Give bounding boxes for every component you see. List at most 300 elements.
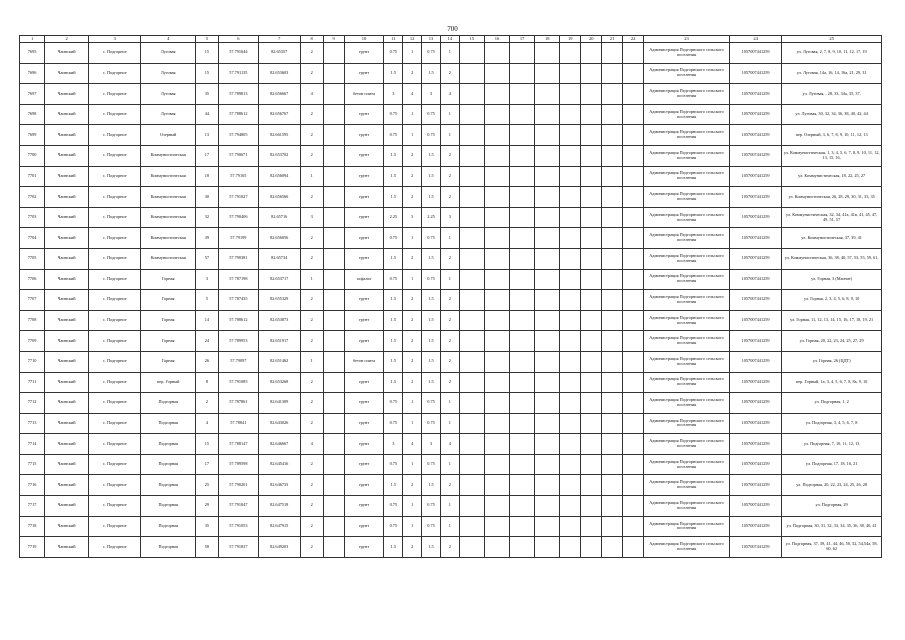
empty-cell	[623, 84, 644, 105]
area-cell: 3	[384, 84, 403, 105]
row-number: 7713	[20, 413, 45, 434]
empty-cell	[623, 413, 644, 434]
empty-cell	[581, 413, 602, 434]
district-cell: Чаинский	[45, 269, 89, 290]
area-cell: 1.5	[384, 372, 403, 393]
count-cell: 4	[300, 434, 323, 455]
longitude-cell: 82.647915	[258, 516, 300, 537]
empty-cell	[510, 290, 535, 311]
village-cell: с. Подгорное	[89, 434, 141, 455]
longitude-cell: 82.653603	[258, 63, 300, 84]
empty-cell	[535, 393, 560, 414]
row-number: 7715	[20, 454, 45, 475]
empty-cell	[484, 331, 509, 352]
district-cell: Чаинский	[45, 207, 89, 228]
capacity-cell: 2	[403, 351, 422, 372]
capacity-cell: 3	[403, 207, 422, 228]
empty-cell	[623, 290, 644, 311]
empty-cell	[510, 413, 535, 434]
empty-cell	[484, 166, 509, 187]
capacity-cell: 4	[403, 84, 422, 105]
empty-cell	[323, 454, 344, 475]
capacity-cell: 1	[403, 104, 422, 125]
area-cell: 0.75	[422, 125, 441, 146]
latitude-cell: 57.791135	[218, 63, 258, 84]
empty-cell	[459, 516, 484, 537]
area-cell: 1.5	[384, 331, 403, 352]
village-cell: с. Подгорное	[89, 290, 141, 311]
street-cell: Горная	[141, 310, 195, 331]
area-cell: 1.5	[384, 537, 403, 558]
empty-cell	[623, 434, 644, 455]
area-cell: 1.5	[384, 248, 403, 269]
empty-cell	[323, 84, 344, 105]
house-cell: 18	[195, 166, 218, 187]
empty-cell	[459, 413, 484, 434]
empty-cell	[459, 228, 484, 249]
empty-cell	[459, 84, 484, 105]
empty-cell	[602, 63, 623, 84]
surface-cell: грунт	[344, 248, 384, 269]
empty-cell	[459, 310, 484, 331]
longitude-cell: 82.643026	[258, 413, 300, 434]
owner-cell: Администрация Подгорнского сельского поселения	[644, 248, 730, 269]
village-cell: с. Подгорное	[89, 372, 141, 393]
house-cell: 5	[195, 290, 218, 311]
owner-cell: Администрация Подгорнского сельского поселения	[644, 290, 730, 311]
street-cell: Горная	[141, 290, 195, 311]
address-cell: пер. Горный, 1а, 3, 4, 5, 6, 7, 8, 8а, 9, 10	[782, 372, 882, 393]
empty-cell	[323, 228, 344, 249]
empty-cell	[535, 187, 560, 208]
district-cell: Чаинский	[45, 475, 89, 496]
latitude-cell: 57.787435	[218, 290, 258, 311]
empty-cell	[623, 228, 644, 249]
longitude-cell: 82.653702	[258, 145, 300, 166]
area-cell: 2.25	[384, 207, 403, 228]
ogrn-cell: 1057007441259	[729, 43, 781, 64]
empty-cell	[623, 145, 644, 166]
area-cell: 0.75	[384, 413, 403, 434]
house-cell: 35	[195, 84, 218, 105]
longitude-cell: 82.653717	[258, 269, 300, 290]
empty-cell	[323, 104, 344, 125]
empty-cell	[560, 393, 581, 414]
street-cell: Подгорная	[141, 475, 195, 496]
capacity-cell: 2	[440, 187, 459, 208]
table-row	[20, 166, 882, 187]
empty-cell	[602, 228, 623, 249]
row-number: 7719	[20, 537, 45, 558]
street-cell: Луговая	[141, 104, 195, 125]
empty-cell	[623, 63, 644, 84]
longitude-cell: 82.656667	[258, 84, 300, 105]
capacity-cell: 4	[403, 434, 422, 455]
owner-cell: Администрация Подгорнского сельского поселения	[644, 145, 730, 166]
empty-cell	[602, 84, 623, 105]
table-row	[20, 269, 882, 290]
empty-cell	[484, 207, 509, 228]
street-cell: Подгорная	[141, 413, 195, 434]
village-cell: с. Подгорное	[89, 269, 141, 290]
ogrn-cell: 1057007441259	[729, 454, 781, 475]
house-cell: 17	[195, 145, 218, 166]
header-cell: 15	[459, 36, 484, 43]
empty-cell	[459, 104, 484, 125]
ogrn-cell: 1057007441259	[729, 269, 781, 290]
empty-cell	[510, 145, 535, 166]
longitude-cell: 82.649203	[258, 537, 300, 558]
latitude-cell: 57.791027	[218, 187, 258, 208]
latitude-cell: 57.789953	[218, 331, 258, 352]
ogrn-cell: 1057007441259	[729, 310, 781, 331]
table-row	[20, 454, 882, 475]
empty-cell	[560, 434, 581, 455]
count-cell: 1	[300, 351, 323, 372]
street-cell: Горная	[141, 269, 195, 290]
empty-cell	[484, 228, 509, 249]
empty-cell	[581, 63, 602, 84]
latitude-cell: 57.791085	[218, 372, 258, 393]
register-body	[20, 36, 882, 558]
table-row	[20, 516, 882, 537]
surface-cell: грунт	[344, 63, 384, 84]
table-row	[20, 207, 882, 228]
area-cell: 0.75	[384, 104, 403, 125]
ogrn-cell: 1057007441259	[729, 187, 781, 208]
latitude-cell: 57.794805	[218, 125, 258, 146]
ogrn-cell: 1057007441259	[729, 125, 781, 146]
row-number: 7705	[20, 248, 45, 269]
header-cell: 5	[195, 36, 218, 43]
owner-cell: Администрация Подгорнского сельского поселения	[644, 454, 730, 475]
empty-cell	[510, 475, 535, 496]
empty-cell	[581, 104, 602, 125]
ogrn-cell: 1057007441259	[729, 496, 781, 517]
empty-cell	[510, 393, 535, 414]
empty-cell	[535, 63, 560, 84]
street-cell: Подгорная	[141, 434, 195, 455]
empty-cell	[581, 228, 602, 249]
row-number: 7700	[20, 145, 45, 166]
owner-cell: Администрация Подгорнского сельского поселения	[644, 104, 730, 125]
house-cell: 3	[195, 269, 218, 290]
ogrn-cell: 1057007441259	[729, 104, 781, 125]
empty-cell	[323, 310, 344, 331]
capacity-cell: 2	[403, 331, 422, 352]
empty-cell	[560, 331, 581, 352]
table-row	[20, 475, 882, 496]
surface-cell: грунт	[344, 454, 384, 475]
page-number: 700	[447, 25, 458, 33]
address-cell: ул. Горная, 20, 22, 23, 24, 25, 27, 29	[782, 331, 882, 352]
surface-cell: грунт	[344, 331, 384, 352]
empty-cell	[560, 537, 581, 558]
empty-cell	[484, 454, 509, 475]
empty-cell	[459, 43, 484, 64]
empty-cell	[510, 372, 535, 393]
count-cell: 2	[300, 475, 323, 496]
row-number: 7695	[20, 43, 45, 64]
area-cell: 1.5	[422, 63, 441, 84]
row-number: 7718	[20, 516, 45, 537]
empty-cell	[581, 43, 602, 64]
empty-cell	[510, 84, 535, 105]
longitude-cell: 82.65357	[258, 43, 300, 64]
capacity-cell: 2	[403, 310, 422, 331]
empty-cell	[602, 43, 623, 64]
empty-cell	[560, 84, 581, 105]
count-cell: 2	[300, 228, 323, 249]
address-cell: ул. Коммунистическая, 1, 3, 4, 5, 6, 7, 8, 9, 10, 11, 12, 13, 15, 16,	[782, 145, 882, 166]
house-cell: 8	[195, 372, 218, 393]
village-cell: с. Подгорное	[89, 187, 141, 208]
empty-cell	[459, 351, 484, 372]
count-cell: 2	[300, 331, 323, 352]
street-cell: Подгорная	[141, 516, 195, 537]
empty-cell	[535, 310, 560, 331]
table-row	[20, 372, 882, 393]
empty-cell	[581, 393, 602, 414]
empty-cell	[602, 207, 623, 228]
district-cell: Чаинский	[45, 434, 89, 455]
area-cell: 0.75	[384, 454, 403, 475]
house-cell: 58	[195, 537, 218, 558]
village-cell: с. Подгорное	[89, 248, 141, 269]
street-cell: Коммунистическая	[141, 228, 195, 249]
ogrn-cell: 1057007441259	[729, 351, 781, 372]
address-cell: ул. Луговая, 30, 32, 34, 36, 38, 40, 42, 44	[782, 104, 882, 125]
house-cell: 4	[195, 413, 218, 434]
empty-cell	[623, 310, 644, 331]
empty-cell	[510, 104, 535, 125]
address-cell: ул. Подгорная, 7, 10, 11, 12, 13	[782, 434, 882, 455]
empty-cell	[623, 166, 644, 187]
capacity-cell: 1	[403, 269, 422, 290]
table-row	[20, 145, 882, 166]
empty-cell	[459, 207, 484, 228]
ogrn-cell: 1057007441259	[729, 331, 781, 352]
area-cell: 3	[422, 434, 441, 455]
district-cell: Чаинский	[45, 63, 89, 84]
area-cell: 1.5	[422, 537, 441, 558]
area-cell: 0.75	[422, 269, 441, 290]
longitude-cell: 82.656056	[258, 228, 300, 249]
address-cell: ул. Горная, 3 (Магнит)	[782, 269, 882, 290]
surface-cell: грунт	[344, 372, 384, 393]
empty-cell	[459, 269, 484, 290]
surface-cell: грунт	[344, 290, 384, 311]
surface-cell: грунт	[344, 496, 384, 517]
address-cell: ул. Коммунистическая, 37, 39, 41	[782, 228, 882, 249]
longitude-cell: 82.646667	[258, 434, 300, 455]
empty-cell	[560, 145, 581, 166]
longitude-cell: 82.651917	[258, 331, 300, 352]
empty-cell	[484, 310, 509, 331]
empty-cell	[535, 413, 560, 434]
empty-cell	[323, 166, 344, 187]
owner-cell: Администрация Подгорнского сельского поселения	[644, 125, 730, 146]
district-cell: Чаинский	[45, 537, 89, 558]
address-cell: ул. Подгорная, 29	[782, 496, 882, 517]
village-cell: с. Подгорное	[89, 166, 141, 187]
street-cell: Подгорная	[141, 537, 195, 558]
empty-cell	[560, 187, 581, 208]
count-cell: 4	[300, 84, 323, 105]
house-cell: 17	[195, 454, 218, 475]
ogrn-cell: 1057007441259	[729, 63, 781, 84]
village-cell: с. Подгорное	[89, 454, 141, 475]
empty-cell	[602, 372, 623, 393]
surface-cell: асфальт	[344, 269, 384, 290]
empty-cell	[459, 125, 484, 146]
header-cell: 17	[510, 36, 535, 43]
empty-cell	[510, 248, 535, 269]
row-number: 7708	[20, 310, 45, 331]
house-cell: 29	[195, 496, 218, 517]
area-cell: 1.5	[422, 475, 441, 496]
address-cell: ул. Коммунистическая, 32, 34, 41а, 41в, 41, 45, 47, 49, 51, 57	[782, 207, 882, 228]
empty-cell	[323, 248, 344, 269]
empty-cell	[535, 43, 560, 64]
latitude-cell: 57.791837	[218, 537, 258, 558]
count-cell: 2	[300, 104, 323, 125]
empty-cell	[581, 290, 602, 311]
capacity-cell: 1	[403, 516, 422, 537]
village-cell: с. Подгорное	[89, 475, 141, 496]
empty-cell	[484, 290, 509, 311]
row-number: 7702	[20, 187, 45, 208]
empty-cell	[510, 125, 535, 146]
district-cell: Чаинский	[45, 351, 89, 372]
capacity-cell: 1	[440, 125, 459, 146]
empty-cell	[459, 166, 484, 187]
street-cell: Коммунистическая	[141, 166, 195, 187]
capacity-cell: 2	[440, 310, 459, 331]
owner-cell: Администрация Подгорнского сельского поселения	[644, 475, 730, 496]
area-cell: 1.5	[422, 372, 441, 393]
street-cell: пер. Горный	[141, 372, 195, 393]
house-cell: 30	[195, 187, 218, 208]
ogrn-cell: 1057007441259	[729, 393, 781, 414]
capacity-cell: 2	[403, 372, 422, 393]
area-cell: 0.75	[384, 125, 403, 146]
address-cell: ул. Коммунистическая, 36, 38, 40, 57, 53, 55, 59, 61,	[782, 248, 882, 269]
surface-cell: грунт	[344, 475, 384, 496]
area-cell: 1.5	[384, 166, 403, 187]
empty-cell	[510, 187, 535, 208]
empty-cell	[560, 228, 581, 249]
capacity-cell: 1	[403, 496, 422, 517]
area-cell: 1.5	[384, 290, 403, 311]
surface-cell: грунт	[344, 145, 384, 166]
owner-cell: Администрация Подгорнского сельского поселения	[644, 331, 730, 352]
table-row	[20, 310, 882, 331]
empty-cell	[484, 104, 509, 125]
empty-cell	[484, 393, 509, 414]
area-cell: 0.75	[384, 516, 403, 537]
empty-cell	[484, 351, 509, 372]
empty-cell	[623, 516, 644, 537]
empty-cell	[602, 145, 623, 166]
empty-cell	[602, 166, 623, 187]
address-cell: ул. Горная, 26 (ЦДТ)	[782, 351, 882, 372]
capacity-cell: 2	[440, 537, 459, 558]
row-number: 7698	[20, 104, 45, 125]
capacity-cell: 2	[440, 63, 459, 84]
row-number: 7714	[20, 434, 45, 455]
empty-cell	[581, 454, 602, 475]
empty-cell	[510, 269, 535, 290]
owner-cell: Администрация Подгорнского сельского поселения	[644, 63, 730, 84]
capacity-cell: 1	[403, 125, 422, 146]
empty-cell	[581, 207, 602, 228]
surface-cell: бетон плита	[344, 84, 384, 105]
longitude-cell: 82.646733	[258, 475, 300, 496]
empty-cell	[535, 475, 560, 496]
ogrn-cell: 1057007441259	[729, 413, 781, 434]
empty-cell	[535, 166, 560, 187]
latitude-cell: 57.791053	[218, 516, 258, 537]
address-cell: ул. Луговая, 14а, 16, 14, 16а, 21, 29, 31	[782, 63, 882, 84]
ogrn-cell: 1057007441259	[729, 516, 781, 537]
empty-cell	[459, 145, 484, 166]
empty-cell	[323, 475, 344, 496]
header-cell: 11	[384, 36, 403, 43]
surface-cell: грунт	[344, 434, 384, 455]
empty-cell	[535, 269, 560, 290]
empty-cell	[323, 331, 344, 352]
latitude-cell: 57.787861	[218, 393, 258, 414]
empty-cell	[484, 187, 509, 208]
table-row	[20, 496, 882, 517]
empty-cell	[484, 125, 509, 146]
empty-cell	[510, 351, 535, 372]
address-cell: ул. Горная, 2, 3, 4, 5, 6, 8, 9, 10	[782, 290, 882, 311]
empty-cell	[484, 434, 509, 455]
empty-cell	[484, 516, 509, 537]
surface-cell: грунт	[344, 310, 384, 331]
empty-cell	[510, 516, 535, 537]
owner-cell: Администрация Подгорнского сельского поселения	[644, 413, 730, 434]
area-cell: 0.75	[422, 454, 441, 475]
empty-cell	[484, 63, 509, 84]
empty-cell	[581, 187, 602, 208]
village-cell: с. Подгорное	[89, 125, 141, 146]
header-cell: 12	[403, 36, 422, 43]
capacity-cell: 4	[440, 84, 459, 105]
area-cell: 0.75	[422, 516, 441, 537]
district-cell: Чаинский	[45, 372, 89, 393]
row-number: 7696	[20, 63, 45, 84]
house-cell: 44	[195, 104, 218, 125]
district-cell: Чаинский	[45, 187, 89, 208]
empty-cell	[623, 187, 644, 208]
header-cell: 22	[623, 36, 644, 43]
capacity-cell: 2	[403, 145, 422, 166]
street-cell: Луговая	[141, 63, 195, 84]
ogrn-cell: 1057007441259	[729, 166, 781, 187]
header-cell: 23	[644, 36, 730, 43]
empty-cell	[459, 496, 484, 517]
count-cell: 1	[300, 166, 323, 187]
empty-cell	[484, 496, 509, 517]
ogrn-cell: 1057007441259	[729, 248, 781, 269]
table-row	[20, 434, 882, 455]
area-cell: 1.5	[422, 248, 441, 269]
empty-cell	[623, 104, 644, 125]
empty-cell	[581, 537, 602, 558]
